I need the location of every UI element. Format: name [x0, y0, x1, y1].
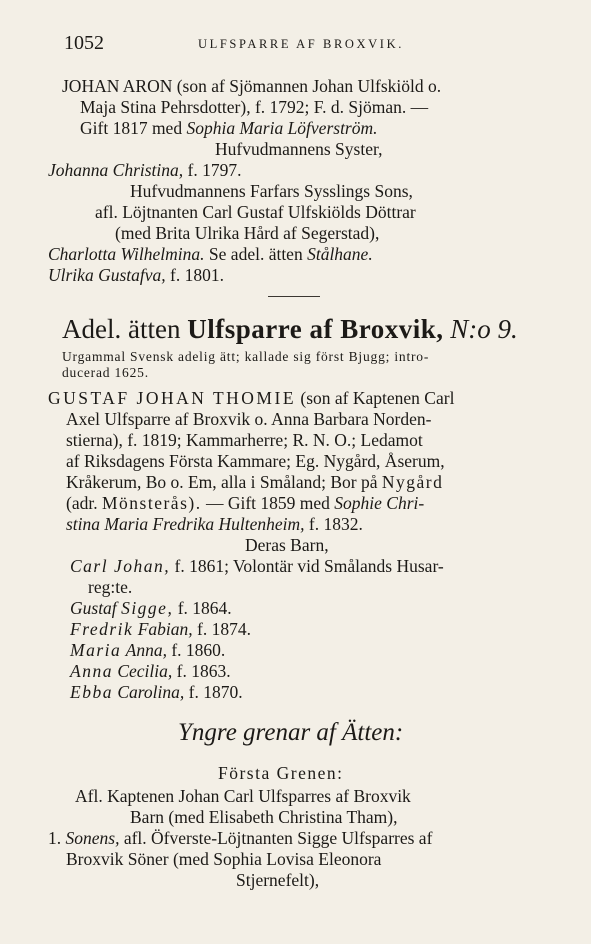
child-maria-anna	[70, 640, 225, 660]
head-entry-line-2: Axel Ulfsparre af Broxvik o. Anna Barbara Norden-	[66, 409, 432, 429]
head-parentage: (son af Kaptenen Carl	[300, 388, 455, 408]
spouse-name-part-2: stina Maria Fredrika Hultenheim,	[66, 514, 305, 534]
page-number: 1052	[64, 32, 104, 54]
residence: Nygård	[381, 472, 444, 492]
child-fredrik-fabian	[70, 619, 251, 639]
child-details: f. 1861; Volontär vid Smålands Husar-	[174, 556, 444, 576]
first-branch-heading: Första Grenen:	[218, 763, 344, 783]
section-title	[62, 313, 518, 345]
child-ebba-carolina	[70, 682, 243, 702]
daughter-charlotta	[48, 244, 373, 264]
sister-entry	[48, 160, 241, 180]
head-name: GUSTAF JOHAN THOMIE	[48, 388, 297, 408]
section-title-family: Ulfsparre af Broxvik,	[187, 314, 444, 344]
head-entry-line-1	[48, 388, 454, 408]
child-birth: f. 1874.	[197, 619, 251, 639]
child-gustaf-sigge	[70, 598, 232, 618]
daughter-birth: f. 1801.	[170, 265, 224, 285]
list-number: 1.	[48, 828, 62, 848]
child-name: Cecilia,	[117, 661, 173, 681]
head-entry-line-7	[66, 514, 363, 534]
section-intro-line-2: ducerad 1625.	[62, 365, 149, 380]
section-intro-line-1: Urgammal Svensk adelig ätt; kallade sig först Bjugg; intro-	[62, 349, 430, 364]
spouse-birth: f. 1832.	[308, 514, 363, 534]
first-branch-line-3	[48, 828, 432, 848]
head-entry-line-6	[66, 493, 424, 513]
relatives-line-2: afl. Löjtnanten Carl Gustaf Ulfskiölds Döttrar	[95, 202, 416, 222]
head-entry-line-4: af Riksdagens Första Kammare; Eg. Nygård, Åserum,	[66, 451, 445, 471]
sister-heading: Hufvudmannens Syster,	[215, 139, 383, 159]
spouse-name-part-1: Sophie Chri-	[334, 493, 425, 513]
child-first-name: Maria	[70, 640, 122, 660]
child-birth: f. 1860.	[171, 640, 226, 660]
first-branch-line-4: Broxvik Söner (med Sophia Lovisa Eleonora	[66, 849, 382, 869]
section-divider	[268, 296, 320, 297]
daughter-ulrika	[48, 265, 224, 285]
section-title-prefix: Adel. ätten	[62, 314, 181, 344]
first-branch-line-1: Afl. Kaptenen Johan Carl Ulfsparres af Broxvik	[75, 786, 411, 806]
child-name: Sigge,	[121, 598, 174, 618]
child-name: Fabian,	[137, 619, 193, 639]
address-place: Mönsterås).	[101, 493, 202, 513]
relation-label: Sonens,	[65, 828, 120, 848]
child-name: Carl Johan,	[70, 556, 171, 576]
entry-johan-aron-line-2: Maja Stina Pehrsdotter), f. 1792; F. d. Sjöman. —	[80, 97, 429, 117]
first-branch-line-5: Stjernefelt),	[236, 870, 320, 890]
daughter-note: Se adel. ätten	[208, 244, 303, 264]
marriage-text: — Gift 1859 med	[205, 493, 330, 513]
running-head: ULFSPARRE AF BROXVIK.	[198, 37, 404, 51]
daughter-name: Charlotta Wilhelmina.	[48, 244, 205, 264]
relatives-heading: Hufvudmannens Farfars Sysslings Sons,	[130, 181, 413, 201]
child-first-name: Anna	[70, 661, 113, 681]
child-first-name: Ebba	[70, 682, 113, 702]
daughter-name: Ulrika Gustafva,	[48, 265, 166, 285]
daughter-note-family: Stålhane.	[307, 244, 373, 264]
child-birth: f. 1863.	[176, 661, 231, 681]
marriage-text: Gift 1817 med	[80, 118, 183, 138]
child-birth: f. 1870.	[188, 682, 243, 702]
child-carl-johan	[70, 556, 444, 576]
child-name: Anna,	[125, 640, 167, 660]
relation-text: afl. Öfverste-Löjtnanten Sigge Ulfsparres af	[123, 828, 433, 848]
younger-branches-heading: Yngre grenar af Ätten:	[178, 719, 404, 746]
head-entry-line-5	[66, 472, 443, 492]
children-heading: Deras Barn,	[245, 535, 329, 555]
first-branch-line-2: Barn (med Elisabeth Christina Tham),	[130, 807, 398, 827]
entry-johan-aron-line-1: JOHAN ARON (son af Sjömannen Johan Ulfskiöld o.	[62, 76, 442, 96]
child-birth: f. 1864.	[177, 598, 232, 618]
entry-johan-aron-line-3	[80, 118, 378, 138]
child-first-name: Gustaf	[70, 598, 117, 618]
sister-birth: f. 1797.	[187, 160, 242, 180]
relatives-line-3: (med Brita Ulrika Hård af Segerstad),	[115, 223, 380, 243]
address-label: (adr.	[66, 493, 98, 513]
child-carl-johan-cont: reg:te.	[88, 577, 133, 597]
estates-text: Kråkerum, Bo o. Em, alla i Småland; Bor på	[66, 472, 378, 492]
child-first-name: Fredrik	[70, 619, 134, 639]
sister-name: Johanna Christina,	[48, 160, 184, 180]
section-title-number: N:o 9.	[450, 314, 518, 344]
spouse-name: Sophia Maria Löfverström.	[186, 118, 378, 138]
head-entry-line-3: stierna), f. 1819; Kammarherre; R. N. O.; Ledamot	[66, 430, 423, 450]
child-name: Carolina,	[117, 682, 185, 702]
child-anna-cecilia	[70, 661, 231, 681]
